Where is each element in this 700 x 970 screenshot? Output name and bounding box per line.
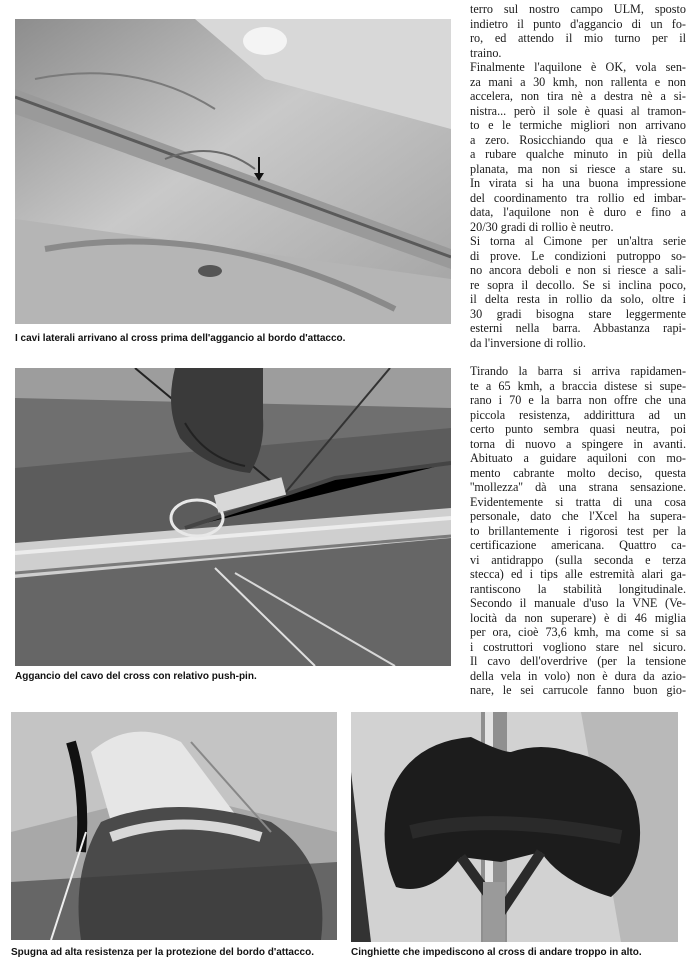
text-line: 20/30 gradi di rollio è neutro.	[470, 219, 614, 234]
text-line: stecca) ed i tips alle estremità alari ga-	[470, 567, 686, 581]
text-line: 30 gradi bisogna stare leggermente	[470, 306, 686, 321]
photo-foam-protection	[11, 712, 337, 940]
paragraph	[470, 2, 686, 60]
text-line: data, l'aquilone non è duro e fino a	[470, 205, 686, 219]
text-line: piccola resistenza, addirittura ad un	[470, 407, 686, 422]
text-line: torna di nuovo a spingere in avanti.	[470, 436, 686, 451]
text-line: rantiscono la stabilità longitudinale.	[470, 581, 686, 596]
text-line: nistra... però il sole è quasi al tramon-	[470, 103, 686, 118]
text-line: traino.	[470, 45, 502, 60]
text-line: Si torna al Cimone per un'altra serie	[470, 234, 686, 248]
figure-caption: Aggancio del cavo del cross con relativo push-pin.	[15, 671, 257, 682]
article-column-block-2	[470, 364, 686, 698]
text-line: locità da non superare) è di 46 miglia	[470, 610, 686, 625]
text-line: Tirando la barra si arriva rapidamen-	[470, 364, 686, 378]
text-line: ro, ed attendo il mio turno per il	[470, 31, 686, 45]
text-line: a zero. Rosicchiando qua e là riesco	[470, 132, 686, 147]
text-line: accelera, non tira nè a destra nè a si-	[470, 89, 686, 103]
paragraph	[470, 234, 686, 350]
text-line: mento cabrante molto deciso, questa	[470, 465, 686, 480]
text-line: rano i 70 e la barra non offre che una	[470, 393, 686, 407]
text-line: In virata si ha una buona impressione	[470, 176, 686, 190]
text-line: del coordinamento tra rollio ed imbar-	[470, 190, 686, 205]
text-line: i costruttori vogliono stare nel sicuro.	[470, 639, 686, 654]
text-line: re sopra il decollo. Se si inclina poco,	[470, 277, 686, 292]
text-line: il delta resta in rollio da solo, oltre i	[470, 292, 686, 306]
text-line: personale, dato che l'Xcel ha supera-	[470, 509, 686, 523]
text-line: Abituato a guidare aquiloni con mo-	[470, 451, 686, 465]
text-line: per ora, cioè 73,6 kmh, ma come si sa	[470, 625, 686, 639]
photo-cross-cable-pushpin	[15, 368, 451, 666]
paragraph	[470, 364, 686, 698]
text-line: te a 65 kmh, a braccia distese si supe-	[470, 378, 686, 393]
figure-caption: Cinghiette che impediscono al cross di andare troppo in alto.	[351, 947, 642, 958]
text-line: ''mollezza'' dà una strana sensazione.	[470, 480, 686, 494]
text-line: di prove. Le condizioni putroppo so-	[470, 248, 686, 263]
text-line: to e le termiche migliori non arrivano	[470, 118, 686, 132]
text-line: certificazione americana. Quattro ca-	[470, 538, 686, 552]
text-line: to brillantemente i rigorosi test per la	[470, 523, 686, 538]
paragraph	[470, 60, 686, 234]
article-column-block-1	[470, 2, 686, 350]
text-line: Evidentemente si tratta di una cosa	[470, 494, 686, 509]
text-line: Il cavo dell'overdrive (per la tensione	[470, 654, 686, 668]
text-line: terro sul nostro campo ULM, sposto	[470, 2, 686, 16]
text-line: indietro il punto d'aggancio di un fo-	[470, 16, 686, 31]
text-line: da l'inversione di rollio.	[470, 335, 586, 350]
text-line: no ancora deboli e non si riesce a sali-	[470, 263, 686, 277]
text-line: Secondo il manuale d'uso la VNE (Ve-	[470, 596, 686, 610]
figure-caption: I cavi laterali arrivano al cross prima dell'aggancio al bordo d'attacco.	[15, 333, 346, 344]
text-line: certo punto sembra quasi neutra, poi	[470, 422, 686, 436]
photo-straps	[351, 712, 678, 942]
text-line: Finalmente l'aquilone è OK, vola sen-	[470, 60, 686, 74]
text-line: planata, ma non si riesce a stare su.	[470, 161, 686, 176]
text-line: della vela in volo) non è dura da azio-	[470, 668, 686, 683]
figure-caption: Spugna ad alta resistenza per la protezione del bordo d'attacco.	[11, 947, 314, 958]
text-line: esterni nella barra. Abbastanza rapi-	[470, 321, 686, 335]
text-line: a rubare qualche minuto in più della	[470, 147, 686, 161]
text-line: za mani a 30 kmh, non rallenta e non	[470, 74, 686, 89]
photo-sail-leading-edge	[15, 19, 451, 324]
text-line: vi antidrappo (sulla seconda e terza	[470, 552, 686, 567]
text-line: nare, le sei carrucole fanno buon gio-	[470, 683, 686, 697]
